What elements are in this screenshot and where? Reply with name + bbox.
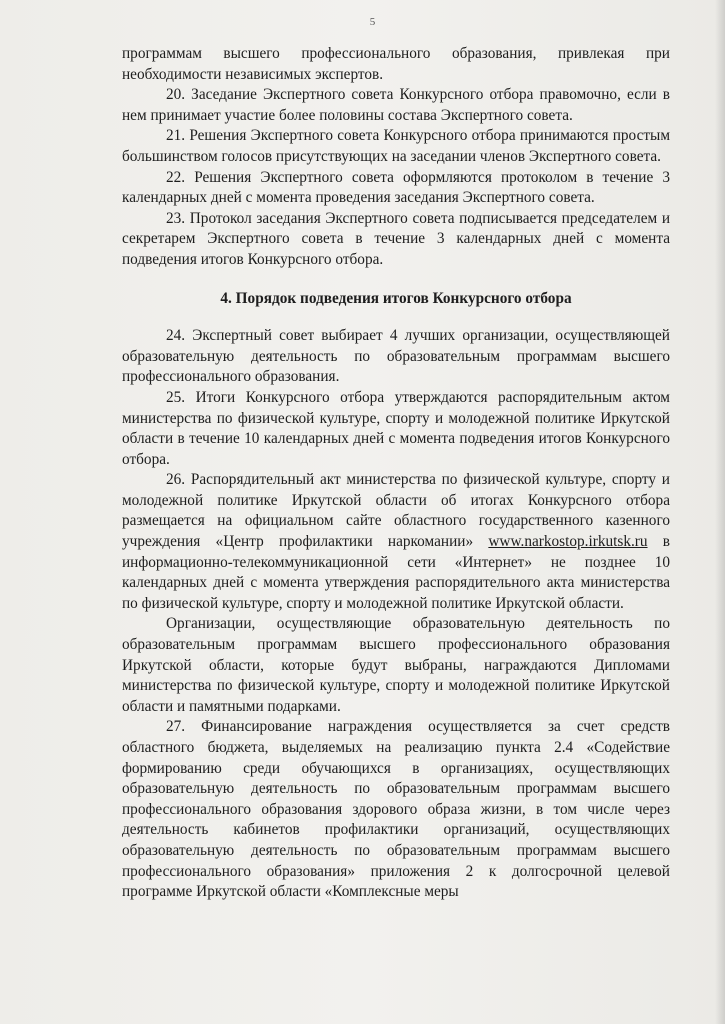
- paragraph-p26b: Организации, осуществляющие образовательную деятельность по образовательным программам высшего профессионального образования Иркутской области, которые будут выбраны, награждаются Дипломами министерства по физической культуре, спорту и молодежной политике Иркутской области и памятными подарками.: [122, 615, 670, 715]
- paragraph-p22: 22. Решения Экспертного совета оформляются протоколом в течение 3 календарных дней с момента проведения заседания Экспертного совета.: [122, 168, 670, 207]
- paragraphs-after-link: [122, 614, 670, 902]
- paragraph-p21: 21. Решения Экспертного совета Конкурсного отбора принимаются простым большинством голосов присутствующих на заседании членов Экспертного совета.: [122, 127, 670, 165]
- paragraph-p25: 25. Итоги Конкурсного отбора утверждаются распорядительным актом министерства по физической культуре, спорту и молодежной политике Иркутской области в течение 10 календарных дней с момента подведения итогов Конкурсного отбора.: [122, 388, 670, 468]
- paragraph-26-text-start: 26. Распорядительный акт министерства по физической культуре, спорту и молодежной политике Иркутской области об итогах Конкурсного отбора размещается на официальном сайте областного государственного казенного учреждения «Центр профилактики наркомании»: [122, 471, 670, 551]
- page-edge-shadow: [715, 0, 725, 1024]
- paragraph-p20: 20. Заседание Экспертного совета Конкурсного отбора правомочно, если в нем принимает участие более половины состава Экспертного совета.: [122, 86, 670, 124]
- paragraphs-before-section: [122, 44, 670, 271]
- paragraph-26: [122, 470, 670, 614]
- paragraph-p23: 23. Протокол заседания Экспертного совета подписывается председателем и секретарем Экспертного совета в течение 3 календарных дней с момента подведения итогов Конкурсного отбора.: [122, 209, 670, 268]
- section-heading: 4. Порядок подведения итогов Конкурсного отбора: [220, 289, 572, 307]
- document-body: [122, 44, 670, 903]
- narkostop-website-link[interactable]: www.narkostop.irkutsk.ru: [488, 533, 648, 551]
- paragraphs-section-4: [122, 326, 670, 470]
- paragraph-p24: 24. Экспертный совет выбирает 4 лучших организации, осуществляющей образовательную деятельность по образовательным программам высшего профессионального образования.: [122, 327, 670, 386]
- page-number: 5: [369, 16, 376, 28]
- paragraph-p0: программам высшего профессионального образования, привлекая при необходимости независимых экспертов.: [122, 45, 670, 83]
- paragraph-26-text-end: в информационно-телекоммуникационной сети «Интернет» не позднее 10 календарных дней с момента утверждения распорядительного акта министерства по физической культуре, спорту и молодежной политике Иркутской области.: [122, 533, 671, 612]
- paragraph-p27: 27. Финансирование награждения осуществляется за счет средств областного бюджета, выделяемых на реализацию пункта 2.4 «Содействие формированию среди обучающихся в организациях, осуществляющих образовательную деятельность по образовательным программам высшего профессионального образования здорового образа жизни, в том числе через деятельность кабинетов профилактики организаций, осуществляющих образовательную деятельность по образовательным программам высшего профессионального образования» приложения 2 к долгосрочной целевой программе Иркутской области «Комплексные меры: [122, 718, 670, 901]
